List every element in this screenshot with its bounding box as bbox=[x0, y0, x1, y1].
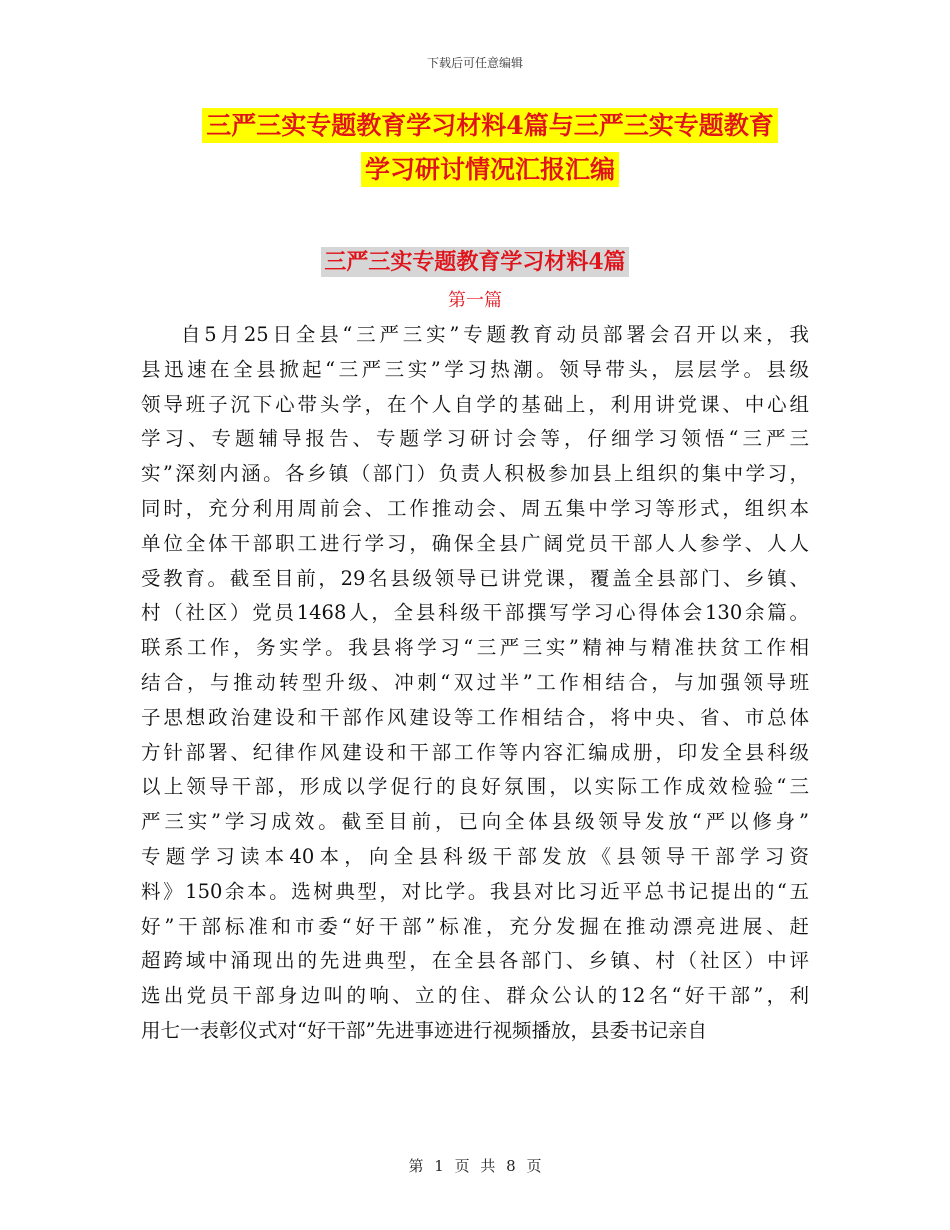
section-title-text: 三严三实专题教育学习材料4篇 bbox=[321, 247, 628, 277]
body-line: 单位全体干部职工进行学习，确保全县广阔党员干部人人参学、人人 bbox=[141, 531, 809, 555]
page-footer: 第 1 页 共 8 页 bbox=[408, 1157, 542, 1175]
body-line: 料》150余本。选树典型，对比学。我县对比习近平总书记提出的“五 bbox=[141, 879, 809, 903]
document-title bbox=[150, 104, 830, 192]
body-line: 专题学习读本40本，向全县科级干部发放《县领导干部学习资 bbox=[141, 844, 809, 868]
body-line: 用七一表彰仪式对“好干部”先进事迹进行视频播放，县委书记亲自 bbox=[141, 1018, 707, 1042]
body-line: 学习、专题辅导报告、专题学习研讨会等，仔细学习领悟“三严三 bbox=[141, 427, 809, 451]
body-text bbox=[141, 318, 809, 1049]
body-line: 领导班子沉下心带头学，在个人自学的基础上，利用讲党课、中心组 bbox=[141, 392, 809, 416]
body-line: 县迅速在全县掀起“三严三实”学习热潮。领导带头，层层学。县级 bbox=[141, 357, 809, 381]
body-line: 选出党员干部身边叫的响、立的住、群众公认的12名“好干部”，利 bbox=[141, 984, 809, 1008]
body-line: 受教育。截至目前，29名县级领导已讲党课，覆盖全县部门、乡镇、 bbox=[141, 566, 809, 590]
section-title bbox=[0, 245, 950, 276]
body-line: 同时，充分利用周前会、工作推动会、周五集中学习等形式，组织本 bbox=[141, 496, 809, 520]
body-line: 方针部署、纪律作风建设和干部工作等内容汇编成册，印发全县科级 bbox=[141, 740, 809, 764]
document-title-line-1: 三严三实专题教育学习材料4篇与三严三实专题教育 bbox=[202, 108, 777, 143]
body-line: 实”深刻内涵。各乡镇（部门）负责人积极参加县上组织的集中学习， bbox=[141, 462, 809, 486]
body-line: 以上领导干部，形成以学促行的良好氛围，以实际工作成效检验“三 bbox=[141, 775, 809, 799]
body-line: 超跨域中涌现出的先进典型，在全县各部门、乡镇、村（社区）中评 bbox=[141, 949, 809, 973]
body-line: 自5月25日全县“三严三实”专题教育动员部署会召开以来，我 bbox=[181, 323, 809, 346]
document-title-line-2: 学习研讨情况汇报汇编 bbox=[361, 152, 619, 187]
chapter-heading: 第一篇 bbox=[448, 290, 502, 311]
body-line: 子思想政治建设和干部作风建设等工作相结合，将中央、省、市总体 bbox=[141, 705, 809, 729]
body-line: 严三实”学习成效。截至目前，已向全体县级领导发放“严以修身” bbox=[141, 810, 809, 834]
body-line: 村（社区）党员1468人，全县科级干部撰写学习心得体会130余篇。 bbox=[141, 601, 809, 625]
body-line: 结合，与推动转型升级、冲刺“双过半”工作相结合，与加强领导班 bbox=[141, 670, 809, 694]
body-line: 联系工作，务实学。我县将学习“三严三实”精神与精准扶贫工作相 bbox=[141, 636, 809, 660]
body-line: 好”干部标准和市委“好干部”标准，充分发掘在推动漂亮进展、赶 bbox=[141, 914, 809, 938]
header-note: 下载后可任意编辑 bbox=[426, 56, 523, 70]
